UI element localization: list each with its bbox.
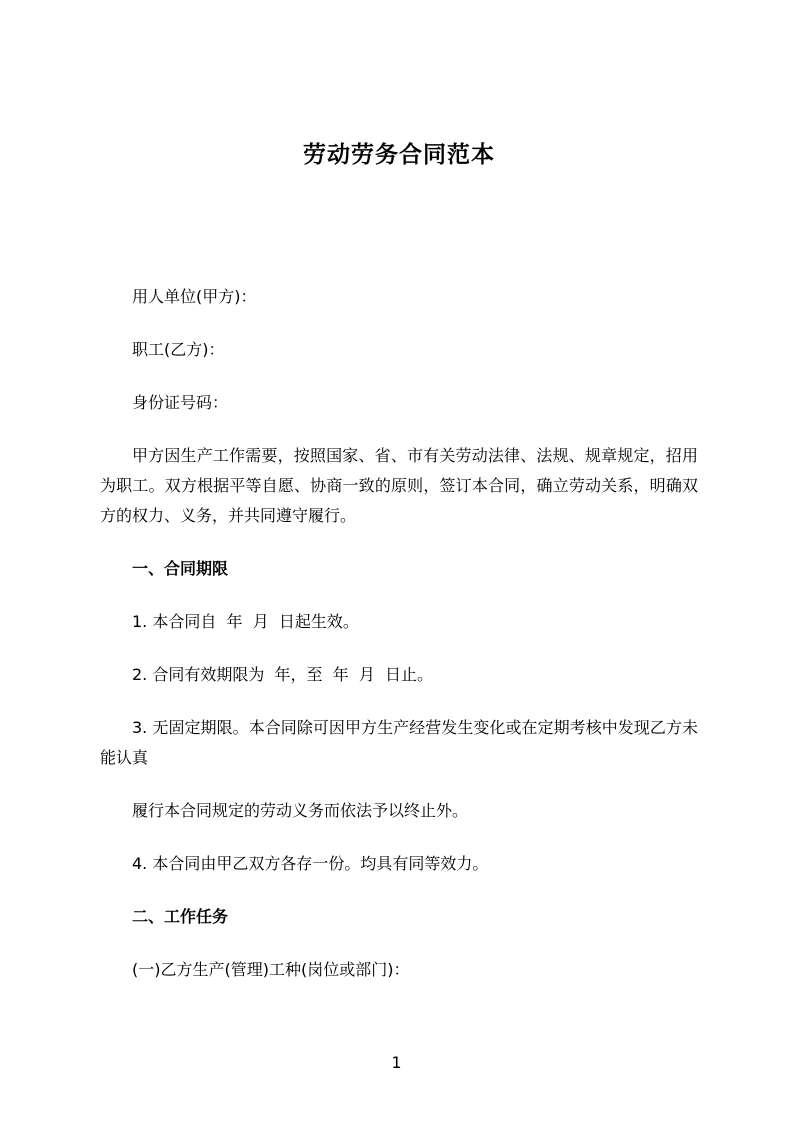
paragraph-employee: 职工(乙方)： [132,340,225,359]
paragraph-id-number: 身份证号码： [132,393,229,412]
clause-1-1-effective-date: 1. 本合同自 年 月 日起生效。 [132,612,359,631]
page-number: 1 [391,1053,402,1072]
document-title: 劳动劳务合同范本 [303,142,495,168]
clause-1-3-open-term: 3. 无固定期限。本合同除可因甲方生产经营发生变化或在定期考核中发现乙方未能认真 [100,718,698,767]
clause-1-4-copies: 4. 本合同由甲乙双方各存一份。均具有同等效力。 [132,854,489,873]
clause-1-2-valid-period: 2. 合同有效期限为 年，至 年 月 日止。 [132,665,434,684]
clause-2-1-job-position: (一)乙方生产(管理)工种(岗位或部门)： [132,960,410,979]
paragraph-preamble: 甲方因生产工作需要，按照国家、省、市有关劳动法律、法规、规章规定，招用为职工。双方根据平等自愿、协商一致的原则，签订本合同，确立劳动关系，明确双方的权力、义务，并共同遵守履行。 [100,446,698,525]
clause-1-3-continued: 履行本合同规定的劳动义务而依法予以终止外。 [132,801,469,820]
heading-section-1-contract-term: 一、合同期限 [132,559,229,578]
paragraph-employer: 用人单位(甲方)： [132,287,257,306]
heading-section-2-work-tasks: 二、工作任务 [132,907,229,926]
